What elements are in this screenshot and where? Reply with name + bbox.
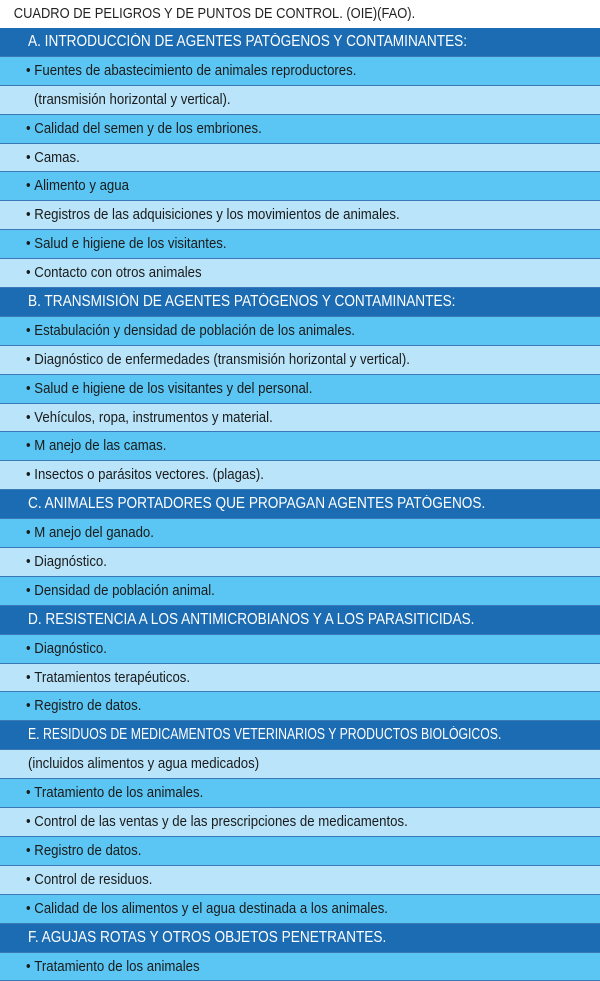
list-item-text: • Control de las ventas y de las prescripciones de medicamentos. — [26, 808, 408, 837]
list-item — [0, 230, 600, 259]
list-item — [0, 779, 600, 808]
section-header — [0, 490, 600, 519]
section-header-text: D. RESISTENCIA A LOS ANTIMICROBIANOS Y A LOS PARASITICIDAS. — [28, 606, 474, 635]
list-item-text: • Tratamiento de los animales — [26, 953, 200, 981]
section-header-text: F. AGUJAS ROTAS Y OTROS OBJETOS PENETRANTES. — [28, 924, 386, 953]
list-item — [0, 577, 600, 606]
list-item-text: • Control de residuos. — [26, 866, 152, 895]
list-item — [0, 172, 600, 201]
list-item — [0, 259, 600, 288]
section-header — [0, 28, 600, 57]
list-item-text: • Diagnóstico. — [26, 635, 107, 664]
section-header — [0, 721, 600, 750]
list-item — [0, 635, 600, 664]
section-header — [0, 606, 600, 635]
list-item-text: • Camas. — [26, 144, 80, 173]
list-item — [0, 115, 600, 144]
list-item-text: • Vehículos, ropa, instrumentos y material. — [26, 404, 273, 433]
section-header-text: C. ANIMALES PORTADORES QUE PROPAGAN AGENTES PATÓGENOS. — [28, 490, 485, 519]
list-item — [0, 57, 600, 86]
list-item — [0, 201, 600, 230]
list-item-text: • Estabulación y densidad de población de los animales. — [26, 317, 355, 346]
list-item — [0, 432, 600, 461]
list-item — [0, 866, 600, 895]
list-item-text: • Registros de las adquisiciones y los movimientos de animales. — [26, 201, 400, 230]
list-item — [0, 519, 600, 548]
list-item-text: • M anejo del ganado. — [26, 519, 154, 548]
list-item — [0, 317, 600, 346]
list-item-text: • Calidad de los alimentos y el agua destinada a los animales. — [26, 895, 388, 924]
list-item-text: • M anejo de las camas. — [26, 432, 166, 461]
hazard-table — [0, 28, 600, 981]
list-item-text: • Densidad de población animal. — [26, 577, 215, 606]
list-item-text: (incluidos alimentos y agua medicados) — [28, 750, 259, 779]
list-item-text: • Salud e higiene de los visitantes. — [26, 230, 227, 259]
list-item-text: • Diagnóstico de enfermedades (transmisión horizontal y vertical). — [26, 346, 410, 375]
list-item — [0, 953, 600, 981]
list-item-text: • Alimento y agua — [26, 172, 129, 201]
list-item — [0, 404, 600, 433]
list-item — [0, 692, 600, 721]
list-item-text: • Registro de datos. — [26, 692, 141, 721]
list-item — [0, 86, 600, 115]
list-item-text: (transmisión horizontal y vertical). — [34, 86, 231, 115]
page-title: CUADRO DE PELIGROS Y DE PUNTOS DE CONTROL. (OIE)(FAO). — [0, 0, 516, 28]
list-item-text: • Fuentes de abastecimiento de animales reproductores. — [26, 57, 356, 86]
section-header — [0, 288, 600, 317]
list-item — [0, 346, 600, 375]
list-item — [0, 548, 600, 577]
list-item-text: • Insectos o parásitos vectores. (plagas). — [26, 461, 264, 490]
list-item — [0, 375, 600, 404]
list-item-text: • Calidad del semen y de los embriones. — [26, 115, 262, 144]
list-item-text: • Contacto con otros animales — [26, 259, 202, 288]
list-item-text: • Tratamiento de los animales. — [26, 779, 203, 808]
list-item-text: • Salud e higiene de los visitantes y del personal. — [26, 375, 312, 404]
list-item — [0, 750, 600, 779]
section-header-text: A. INTRODUCCIÓN DE AGENTES PATÓGENOS Y CONTAMINANTES: — [28, 28, 467, 57]
section-header-text: B. TRANSMISIÓN DE AGENTES PATÓGENOS Y CONTAMINANTES: — [28, 288, 455, 317]
section-header-text: E. RESIDUOS DE MEDICAMENTOS VETERINARIOS Y PRODUCTOS BIOLÓGICOS. — [28, 721, 501, 750]
list-item-text: • Tratamientos terapéuticos. — [26, 664, 190, 693]
list-item-text: • Registro de datos. — [26, 837, 141, 866]
list-item — [0, 895, 600, 924]
list-item — [0, 664, 600, 693]
list-item — [0, 144, 600, 173]
list-item-text: • Diagnóstico. — [26, 548, 107, 577]
list-item — [0, 837, 600, 866]
section-header — [0, 924, 600, 953]
list-item — [0, 461, 600, 490]
list-item — [0, 808, 600, 837]
